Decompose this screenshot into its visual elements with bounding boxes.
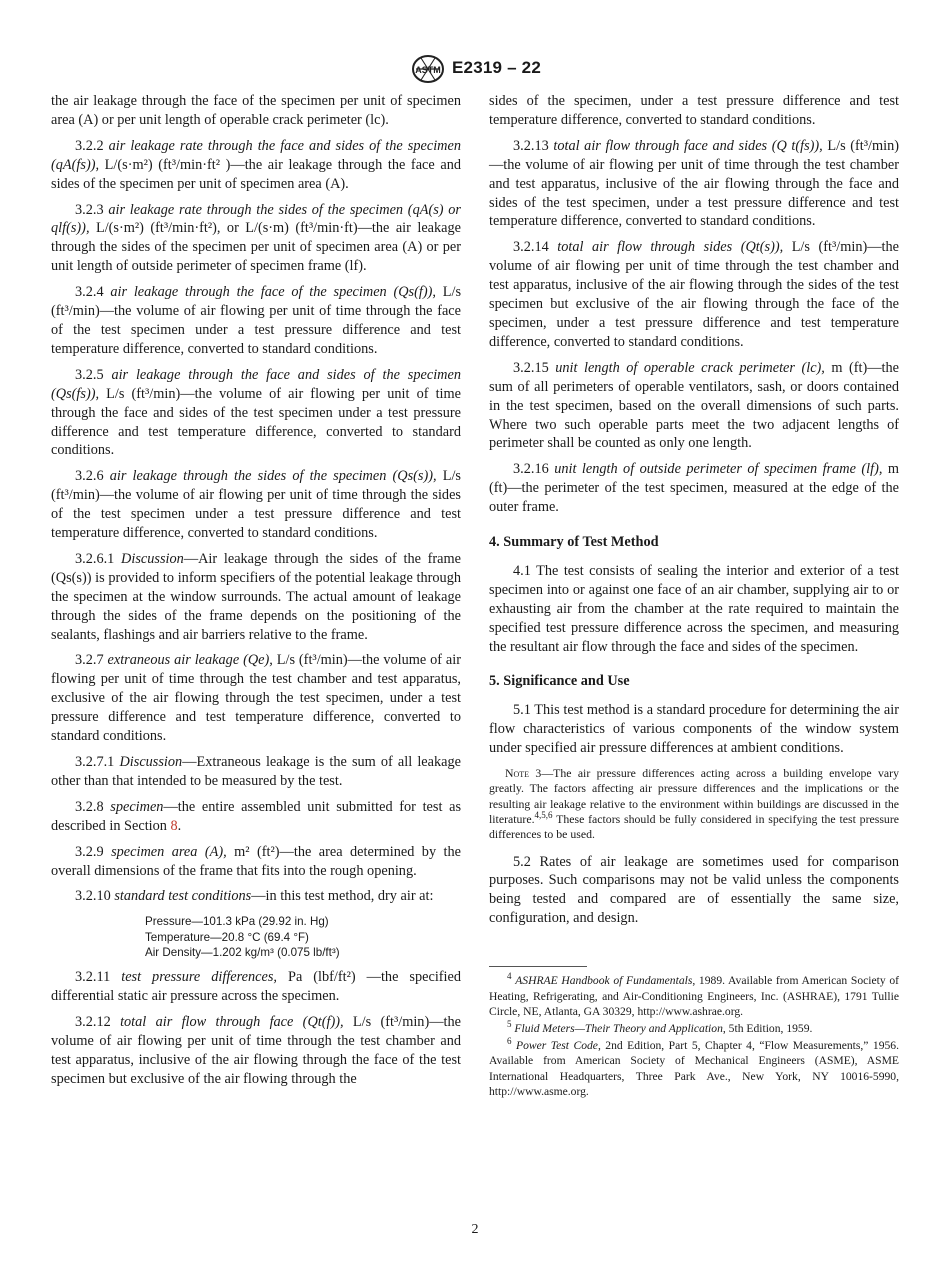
definition-3-2-16: 3.2.16 unit length of outside perimeter of specimen frame (lf), m (ft)—the perimeter of the test specimen, measured at the edge of the outer frame. (489, 461, 900, 516)
definition-3-2-11: 3.2.11 test pressure differences, Pa (lbf/ft²) —the specified differential static air pressure across the specimen. (51, 969, 462, 1005)
definition-3-2-7: 3.2.7 extraneous air leakage (Qe), L/s (ft³/min)—the volume of air flowing per unit of time through the test chamber and test apparatus, exclusive of the air flowing through the test specimen, under a test pressure difference and test temperature difference, converted to standard conditions. (51, 652, 462, 745)
definition-3-2-9: 3.2.9 specimen area (A), m² (ft²)—the area determined by the overall dimensions of the frame that fits into the rough opening. (51, 843, 462, 879)
definition-3-2-10: 3.2.10 standard test conditions—in this test method, dry air at: (75, 888, 434, 905)
definition-3-2-3: 3.2.3 air leakage rate through the sides of the specimen (qA(s) or qlf(s)), L/(s·m²) (ft³/min·ft²), or L/(s·m) (ft³/min·ft)—the air leakage through the sides of the specimen per unit of specimen area (A) or per unit length of outside perimeter of specimen frame (lf). (51, 201, 462, 275)
footnote-6: $^6$ Power Test Code, 2nd Edition, Part 5, Chapter 4, “Flow Measurements,” 1956. Available from American Society of Mechanical Engineers (ASME), ASME International Headquarters, Three Park Ave., New York, NY 10016-5990, http://www.asme.org. (489, 1035, 899, 1099)
section-8-link[interactable]: 8 (170, 817, 178, 834)
paragraph-4-1: 4.1 The test consists of sealing the interior and exterior of a test specimen into or against one face of an air chamber, supplying air to or exhausting air from the chamber at the rate required to maintain the specified test pressure difference across the specimen, and measuring the resultant air flow through the face and sides of the specimen. (489, 562, 899, 655)
footnote-5: $^5$ Fluid Meters—Their Theory and Application, 5th Edition, 1959. (507, 1019, 813, 1035)
page-number: 2 (471, 1222, 479, 1237)
paragraph: sides of the specimen, under a test pressure difference and test temperature difference, converted to standard conditions. (489, 93, 899, 128)
astm-logo-icon (410, 54, 446, 84)
note-3: Note 3—The air pressure differences acting across a building envelope vary greatly. The factors affecting air pressure differences and the implications or the resulting air leakage relative to the environment within buildings are discussed in the literature.$^{4,5,6}$ These factors should be fully considered in specifying the test pressure differences to be used. (489, 766, 899, 842)
definition-3-2-12: 3.2.12 total air flow through face (Qt(f)), L/s (ft³/min)—the volume of air flowing per unit of time through the test chamber and test apparatus, inclusive of the air flowing through the face of the test specimen but exclusive of the air flowing through the (51, 1014, 461, 1087)
footnote-4: $^4$ ASHRAE Handbook of Fundamentals, 1989. Available from American Society of Heating, Refrigerating, and Air-Conditioning Engineers, Inc. (ASHRAE), 1791 Tullie Circle, NE, Atlanta, GA 30329, http://www.ashrae.org. (489, 971, 899, 1019)
definition-3-2-4: 3.2.4 air leakage through the face of the specimen (Qs(f)), L/s (ft³/min)—the volume of air flowing per unit of time through the face of the test specimen under a test pressure difference and test temperature difference, converted to standard conditions. (51, 284, 462, 357)
definition-3-2-14: 3.2.14 total air flow through sides (Qt(s)), L/s (ft³/min)—the volume of air flowing per unit of time through the test chamber and test apparatus, inclusive of the air flowing through the sides of the test specimen but exclusive of the air flowing through the face of the specimen, under a test pressure difference and test temperature difference, converted to standard conditions. (489, 239, 899, 350)
discussion-3-2-7-1: 3.2.7.1 Discussion—Extraneous leakage is the sum of all leakage other than that intended to be measured by the test. (51, 754, 461, 789)
footnote-separator (489, 966, 587, 967)
standard-conditions-list (145, 914, 461, 960)
definition-3-2-15: 3.2.15 unit length of operable crack perimeter (lc), m (ft)—the sum of all perimeters of operable ventilators, sash, or doors contained in the test specimen, based on the overall dimensions of such parts. Where two such operable parts meet the two adjacent lengths of perimeter shall be counted as only one length. (489, 359, 900, 452)
condition-density: Air Density—1.202 kg/m³ (0.075 lb/ft³) (145, 945, 340, 959)
definition-3-2-5: 3.2.5 air leakage through the face and sides of the specimen (Qs(fs)), L/s (ft³/min)—the volume of air flowing per unit of time through the face and sides of the test specimen under a test pressure difference and test temperature difference, converted to standard conditions. (51, 366, 461, 459)
right-column (489, 92, 899, 1101)
condition-temperature: Temperature—20.8 °C (69.4 °F) (145, 930, 309, 944)
definition-3-2-6: 3.2.6 air leakage through the sides of the specimen (Qs(s)), L/s (ft³/min)—the volume of air flowing per unit of time through the sides of the test specimen under a test pressure difference and test temperature difference, converted to standard conditions. (51, 468, 461, 542)
paragraph-5-1: 5.1 This test method is a standard procedure for determining the air flow characteristics of various components of the window system under specified air pressure differences at ambient conditions. (489, 702, 899, 757)
definition-3-2-13: 3.2.13 total air flow through face and sides (Q t(fs)), L/s (ft³/min)—the volume of air flowing per unit of time through the test chamber and test apparatus, inclusive of the air flowing through the face and sides of the test specimen, under a test pressure difference and test temperature difference, converted to standard conditions. (489, 137, 900, 230)
page-header (0, 56, 950, 84)
svg-text:ASTM: ASTM (415, 65, 441, 75)
condition-pressure: Pressure—101.3 kPa (29.92 in. Hg) (145, 915, 329, 929)
paragraph-5-2: 5.2 Rates of air leakage are sometimes used for comparison purposes. Such comparisons may not be valid unless the components being tested and compared are of essentially the same size, configuration, and design. (489, 853, 899, 927)
discussion-3-2-6-1: 3.2.6.1 Discussion—Air leakage through the sides of the frame (Qs(s)) is provided to inform specifiers of the potential leakage through the specimen at the window surrounds. The actual amount of leakage through the sides of the frame depends on the positioning of the sealants, flashings and air barriers relative to the frame. (51, 550, 461, 643)
paragraph: the air leakage through the face of the specimen per unit of specimen area (A) or per unit length of operable crack perimeter (lc). (51, 93, 461, 128)
definition-3-2-2: 3.2.2 air leakage rate through the face and sides of the specimen (qA(fs)), L/(s·m²) (ft³/min·ft² )—the air leakage through the face and sides of the specimen per unit of specimen area (A). (51, 137, 461, 192)
section-heading-5: 5. Significance and Use (489, 673, 630, 690)
definition-3-2-8: 3.2.8 specimen—the entire assembled unit submitted for test as described in Section 8. (51, 798, 462, 834)
section-heading-4: 4. Summary of Test Method (489, 534, 659, 551)
left-column (51, 92, 461, 1096)
document-id: E2319 – 22 (452, 58, 541, 77)
